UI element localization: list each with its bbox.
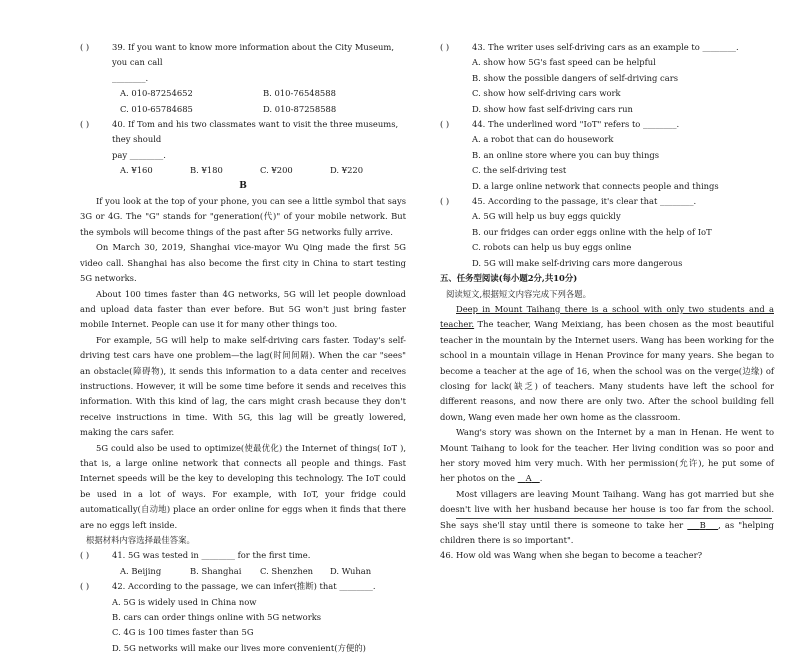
options-row: [80, 86, 406, 101]
option-d[interactable]: D. 5G networks will make our lives more convenient(方便的): [112, 642, 366, 653]
passage-paragraph: Wang's story was shown on the Internet by a man in Henan. He went to Mount Taihang to look for the teacher. Her living condition was so poor and her story moved him very much. With her permission(允许), he put some of her photos on the A .: [440, 427, 774, 484]
question-text: 44. The underlined word "IoT" refers to ________.: [472, 119, 680, 130]
passage-paragraph: On March 30, 2019, Shanghai vice-mayor Wu Qing made the first 5G video call. Shanghai has also become the first city in China to start testing 5G networks.: [80, 242, 406, 284]
passage-paragraph: About 100 times faster than 4G networks, 5G will let people download and upload data faster than ever before. But 5G won't just bring faster mobile Internet. People can use it for many other things too.: [80, 288, 406, 330]
question-text: 43. The writer uses self-driving cars as an example to ________.: [472, 42, 739, 52]
answer-bracket[interactable]: ( ): [80, 550, 90, 561]
blank-a[interactable]: [518, 473, 540, 483]
option-d[interactable]: D. show how fast self-driving cars run: [472, 103, 633, 114]
blank-a-label: A: [525, 473, 532, 484]
answer-bracket[interactable]: ( ): [440, 196, 450, 207]
right-column: [440, 40, 774, 564]
answer-bracket[interactable]: ( ): [80, 119, 90, 130]
question-46: 46. How old was Wang when she began to become a teacher?: [440, 550, 703, 561]
question-text: 41. 5G was tested in ________ for the first time.: [112, 550, 311, 561]
paragraph-text: Most villagers are leaving Mount Taihang. Wang has got married but she doesn't live with her husband because her house is too far from the school. She says she'll stay until there is someone to take her: [440, 488, 774, 530]
option-b[interactable]: B. our fridges can order eggs online with the help of IoT: [472, 226, 712, 237]
option-d[interactable]: D. Wuhan: [330, 565, 372, 576]
answer-line[interactable]: [456, 518, 772, 519]
option-b[interactable]: B. an online store where you can buy things: [472, 149, 660, 160]
paragraph-text: The teacher, Wang Meixiang, has been chosen as the most beautiful teacher in the mountain by the Internet users. Wang has been working for the school in a mountain village in Henan Province for many years. She began to become a teacher at the age of 16, when the school was on the verge(边缘) of closing for lack(缺乏) of teachers. Many students have left the school for different reasons, and now there are only two. After the school building fell down, Wang even made her own home as the classroom.: [440, 319, 774, 422]
option-a[interactable]: A. 5G is widely used in China now: [112, 596, 257, 607]
passage-paragraph: For example, 5G will help to make self-driving cars faster. Today's self-driving test cars have one problem—the lag(时间间隔). When the car "sees" an obstacle(障碍物), it sends this information to a data center and receives instructions. However, it will be some time before it sends and receives this information. With this kind of lag, the cars might crash because they don't receive instructions in time. With 5G, this lag will be greatly lowered, making the cars safer.: [80, 334, 406, 438]
option-b[interactable]: B. Shanghai: [190, 565, 242, 576]
answer-bracket[interactable]: ( ): [80, 42, 90, 52]
answer-bracket[interactable]: ( ): [440, 119, 450, 130]
option-a[interactable]: A. 010-87254652: [120, 88, 193, 99]
option-c[interactable]: C. Shenzhen: [260, 565, 314, 576]
option-d[interactable]: D. ¥220: [330, 165, 364, 176]
question-43: [440, 40, 774, 55]
option-c[interactable]: C. ¥200: [260, 165, 293, 176]
option-c[interactable]: C. robots can help us buy eggs online: [472, 242, 632, 253]
option-c[interactable]: C. show how self-driving cars work: [472, 88, 621, 99]
passage-paragraph: [440, 302, 774, 425]
option-d[interactable]: D. a large online network that connects people and things: [472, 180, 719, 191]
question-text: 40. If Tom and his two classmates want to visit the three museums, they should: [112, 119, 399, 145]
question-45: [440, 194, 774, 209]
question-text: 42. According to the passage, we can infer(推断) that ________.: [112, 581, 376, 592]
question-41: [80, 548, 406, 563]
option-a[interactable]: A. 5G will help us buy eggs quickly: [472, 211, 621, 222]
passage-paragraph: If you look at the top of your phone, you can see a little symbol that says 3G or 4G. The "G" stands for "generation(代)" of your mobile network. But the symbols will become things of the past after 5G networks fully arrive.: [80, 196, 406, 237]
option-a[interactable]: A. Beijing: [120, 565, 162, 576]
question-blank: pay ________.: [112, 149, 166, 160]
option-b[interactable]: B. ¥180: [190, 165, 223, 176]
option-c[interactable]: C. 010-65784685: [120, 103, 193, 114]
question-42: [80, 579, 406, 594]
options-row: [80, 564, 406, 579]
option-b[interactable]: B. cars can order things online with 5G networks: [112, 612, 322, 623]
question-text: 45. According to the passage, it's clear that ________.: [472, 196, 697, 207]
question-44: [440, 117, 774, 132]
section-5-heading: 五、任务型阅读(每小题2分,共10分): [440, 273, 578, 284]
option-a[interactable]: A. a robot that can do housework: [472, 134, 614, 145]
question-text: 39. If you want to know more information about the City Museum, you can call: [112, 42, 395, 68]
left-column: [80, 40, 406, 656]
paragraph-text: , as "helping children there is so important".: [440, 519, 774, 545]
option-a[interactable]: A. show how 5G's fast speed can be helpful: [472, 57, 656, 68]
paragraph-text: Wang's story was shown on the Internet by a man in Henan. He went to Mount Taihang to look for the teacher. Her living condition was so poor and her story moved him very much. With her permission(允许), he put some of her photos on the: [440, 427, 774, 484]
option-c[interactable]: C. the self-driving test: [472, 165, 567, 176]
option-d[interactable]: D. 5G will make self-driving cars more dangerous: [472, 257, 683, 268]
question-40: [80, 117, 406, 148]
question-blank: ________.: [112, 72, 149, 83]
option-c[interactable]: C. 4G is 100 times faster than 5G: [112, 627, 254, 638]
passage-paragraph: 5G could also be used to optimize(使最优化) the Internet of things( IoT ), that is, a large online network that connects all people and things. Fast Internet speeds will be the key to developing this technology. The IoT could be used in a lot of ways. For example, with IoT, your fridge could automatically(自动地) place an order online for eggs when it finds that there are no eggs left inside.: [80, 442, 406, 530]
blank-b[interactable]: [687, 520, 718, 530]
options-row: [80, 163, 406, 178]
answer-bracket[interactable]: ( ): [80, 581, 90, 592]
option-b[interactable]: B. 010-76548588: [263, 88, 336, 99]
question-39: [80, 40, 406, 71]
answer-bracket[interactable]: ( ): [440, 42, 450, 52]
instruction: 根据材料内容选择最佳答案。: [86, 535, 195, 545]
option-b[interactable]: B. show the possible dangers of self-driving cars: [472, 72, 679, 83]
blank-b-label: B: [699, 519, 706, 530]
option-d[interactable]: D. 010-87258588: [263, 103, 337, 114]
section-b-heading: B: [239, 180, 247, 191]
instruction: 阅读短文,根据短文内容完成下列各题。: [446, 288, 592, 299]
option-a[interactable]: A. ¥160: [120, 165, 153, 176]
underlined-sentence: Deep in Mount Taihang there is a school with only two students and a teacher.: [440, 303, 774, 330]
options-row: [80, 102, 406, 117]
